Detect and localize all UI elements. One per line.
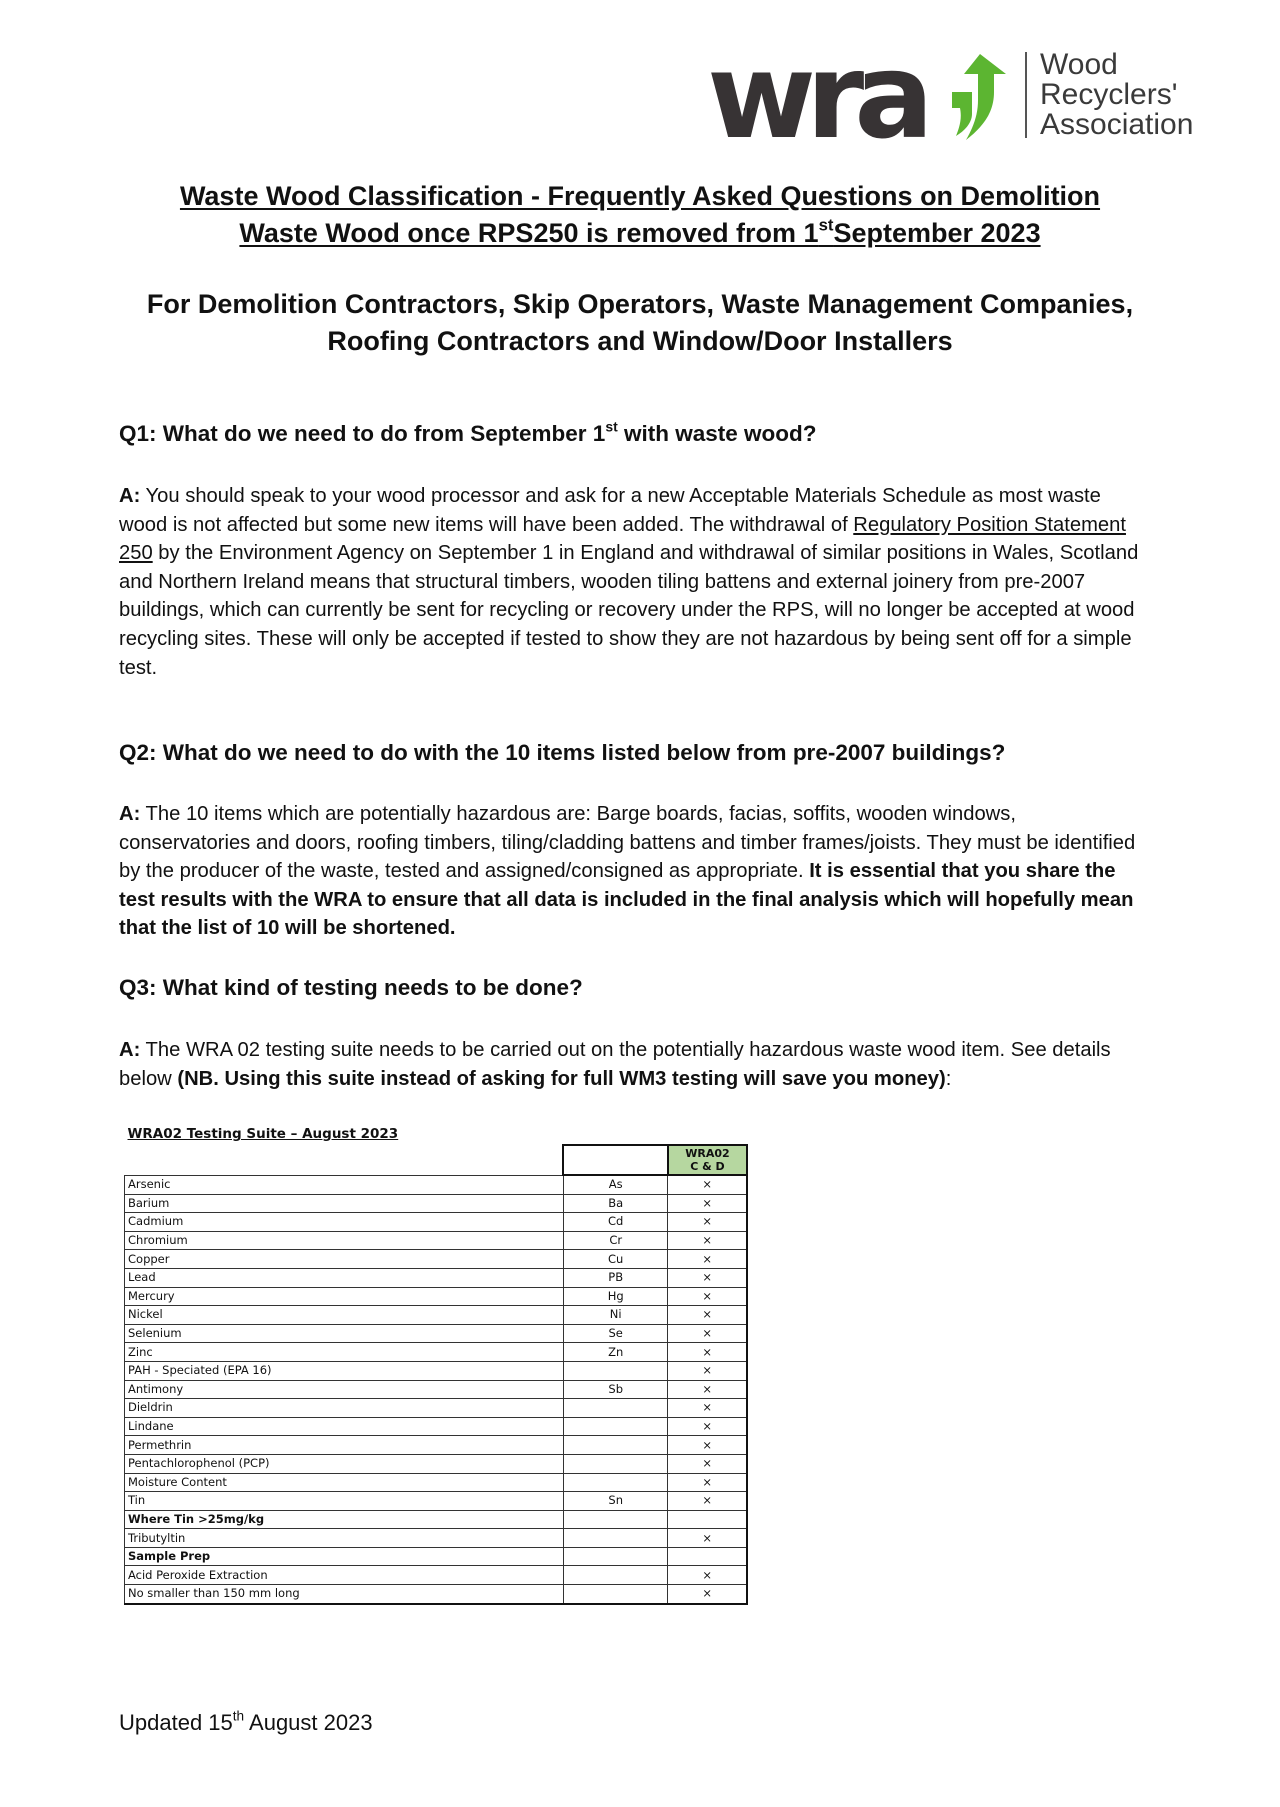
column-header-wra02 [668,1145,747,1175]
included-mark: × [668,1436,747,1455]
analyte-name: No smaller than 150 mm long [125,1585,564,1604]
column-header-line: WRA02 [685,1147,730,1160]
analyte-name: Dieldrin [125,1399,564,1418]
table-row [125,1343,748,1362]
table-row [125,1529,748,1548]
table-caption [125,1124,564,1145]
logo-name-line: Recyclers' [1040,78,1178,111]
wra-logo [707,27,1207,165]
question-1 [119,419,816,449]
analyte-symbol [563,1454,667,1473]
analyte-name: Acid Peroxide Extraction [125,1566,564,1585]
analyte-name: Arsenic [125,1175,564,1194]
included-mark: × [668,1417,747,1436]
analyte-name: Antimony [125,1380,564,1399]
included-mark [668,1510,747,1529]
table-row [125,1454,748,1473]
table-row [125,1547,748,1566]
included-mark: × [668,1492,747,1511]
included-mark [668,1547,747,1566]
testing-suite-table [124,1124,748,1605]
table-row [125,1306,748,1325]
included-mark: × [668,1473,747,1492]
analyte-symbol [563,1361,667,1380]
analyte-symbol: Sb [563,1380,667,1399]
table-row [125,1380,748,1399]
table-row [125,1268,748,1287]
updated-superscript: th [232,1708,245,1724]
table-header-row [125,1145,748,1175]
included-mark: × [668,1399,747,1418]
analyte-name: Permethrin [125,1436,564,1455]
updated-date [119,1708,373,1738]
updated-text: Updated 15 [119,1710,233,1735]
empty-cell [125,1145,564,1175]
included-mark: × [668,1268,747,1287]
analyte-symbol [563,1417,667,1436]
subtitle-line-2: Roofing Contractors and Window/Door Installers [327,326,953,356]
table-row [125,1510,748,1529]
recycle-arrow-icon [944,52,1014,142]
analyte-symbol: Zn [563,1343,667,1362]
title-line-2-end: September 2023 [833,218,1041,248]
included-mark: × [668,1231,747,1250]
logo-name-line: Association [1040,108,1194,141]
analyte-name: Zinc [125,1343,564,1362]
table-row [125,1194,748,1213]
answer-label: A: [119,485,141,507]
table-row [125,1250,748,1269]
document-title [0,178,1280,252]
analyte-symbol: PB [563,1268,667,1287]
rps250-link[interactable]: Regulatory Position Statement 250 [119,513,1126,565]
table-row [125,1175,748,1194]
included-mark: × [668,1343,747,1362]
title-line-2-text: Waste Wood once RPS250 is removed from 1 [239,218,819,248]
analyte-symbol [563,1510,667,1529]
table-row [125,1436,748,1455]
included-mark: × [668,1361,747,1380]
title-line-2 [239,215,1040,252]
analyte-symbol: Ni [563,1306,667,1325]
answer-1-text-continued: by the Environment Agency on September 1 in England and withdrawal of similar positions in Wales, Scotland and Northern Ireland means that structural timbers, wooden tiling battens and external joinery from pre-2007 buildings, which can currently be sent for recycling or recovery under the RPS, will no longer be accepted at wood recycling sites. These will only be accepted if tested to show they are not hazardous by being sent off for a simple test. [119,542,1139,679]
analyte-symbol: As [563,1175,667,1194]
table-row [125,1213,748,1232]
included-mark: × [668,1566,747,1585]
answer-2-emphasis: It is essential that you share the test results with the WRA to ensure that all data is included in the final analysis which will hopefully mean that the list of 10 will be shortened. [119,860,1134,940]
table-row [125,1287,748,1306]
empty-cell [563,1124,667,1145]
analyte-name: Pentachlorophenol (PCP) [125,1454,564,1473]
logo-name [1040,50,1193,140]
analyte-name: Selenium [125,1324,564,1343]
question-1-end: with waste wood? [617,421,817,446]
included-mark: × [668,1380,747,1399]
empty-cell [668,1124,747,1145]
answer-3-text: The WRA 02 testing suite needs to be carried out on the potentially hazardous waste wood item. See details below [119,1039,1111,1090]
answer-1-text: You should speak to your wood processor and ask for a new Acceptable Materials Schedule as most waste wood is not affected but some new items will have been added. The withdrawal of [119,485,1101,536]
analyte-symbol: Cd [563,1213,667,1232]
included-mark: × [668,1213,747,1232]
table-row [125,1585,748,1604]
table-row [125,1492,748,1511]
analyte-name: Where Tin >25mg/kg [125,1510,564,1529]
analyte-symbol [563,1529,667,1548]
analyte-symbol: Cr [563,1231,667,1250]
analyte-symbol [563,1473,667,1492]
updated-text-end: August 2023 [244,1710,373,1735]
analyte-name: Lindane [125,1417,564,1436]
included-mark: × [668,1287,747,1306]
included-mark: × [668,1529,747,1548]
answer-1 [119,482,1139,682]
analyte-symbol: Sn [563,1492,667,1511]
analyte-name: Tin [125,1492,564,1511]
question-1-text: Q1: What do we need to do from September 1 [119,421,606,446]
table-row [125,1399,748,1418]
title-line-1: Waste Wood Classification - Frequently Asked Questions on Demolition [179,181,1101,211]
answer-3-emphasis: (NB. Using this suite instead of asking for full WM3 testing will save you money) [177,1067,946,1090]
answer-label: A: [119,1039,141,1061]
title-superscript: st [818,215,834,235]
table-row [125,1324,748,1343]
question-1-superscript: st [605,418,618,435]
question-3: Q3: What kind of testing needs to be done? [119,975,583,1000]
analyte-name: Chromium [125,1231,564,1250]
included-mark: × [668,1585,747,1604]
included-mark: × [668,1324,747,1343]
analyte-symbol [563,1585,667,1604]
included-mark: × [668,1194,747,1213]
analyte-name: Sample Prep [125,1547,564,1566]
question-2: Q2: What do we need to do with the 10 items listed below from pre-2007 buildings? [119,740,1006,765]
logo-name-line: Wood [1040,48,1118,81]
answer-2-text: The 10 items which are potentially hazardous are: Barge boards, facias, soffits, wooden windows, conservatories and doors, roofing timbers, tiling/cladding battens and timber frames/joists. They must be identified by the producer of the waste, tested and assigned/consigned as appropriate. [119,803,1136,883]
document-subtitle [0,286,1280,360]
table-row [125,1231,748,1250]
table-caption-text: WRA02 Testing Suite – August 2023 [127,1126,399,1142]
included-mark: × [668,1454,747,1473]
analyte-symbol: Hg [563,1287,667,1306]
analyte-name: Cadmium [125,1213,564,1232]
logo-divider [1025,52,1027,138]
analyte-name: Moisture Content [125,1473,564,1492]
analyte-name: Tributyltin [125,1529,564,1548]
analyte-symbol: Se [563,1324,667,1343]
analyte-symbol [563,1436,667,1455]
included-mark: × [668,1250,747,1269]
logo-mark: wra [707,27,924,165]
analyte-symbol [563,1566,667,1585]
table-row [125,1361,748,1380]
analyte-name: Lead [125,1268,564,1287]
empty-cell [563,1145,667,1175]
analyte-symbol [563,1399,667,1418]
analyte-name: Nickel [125,1306,564,1325]
answer-3-end: : [945,1067,952,1090]
analyte-name: Mercury [125,1287,564,1306]
analyte-name: Copper [125,1250,564,1269]
included-mark: × [668,1306,747,1325]
column-header-line: C & D [690,1160,725,1173]
answer-label: A: [119,803,141,825]
table-caption-row [125,1124,748,1145]
table-row [125,1566,748,1585]
included-mark: × [668,1175,747,1194]
table-row [125,1473,748,1492]
analyte-symbol: Cu [563,1250,667,1269]
analyte-symbol [563,1547,667,1566]
table-row [125,1417,748,1436]
analyte-symbol: Ba [563,1194,667,1213]
subtitle-line-1: For Demolition Contractors, Skip Operators, Waste Management Companies, [146,289,1134,319]
analyte-name: Barium [125,1194,564,1213]
answer-2 [119,800,1139,943]
answer-3 [119,1036,1139,1093]
analyte-name: PAH - Speciated (EPA 16) [125,1361,564,1380]
